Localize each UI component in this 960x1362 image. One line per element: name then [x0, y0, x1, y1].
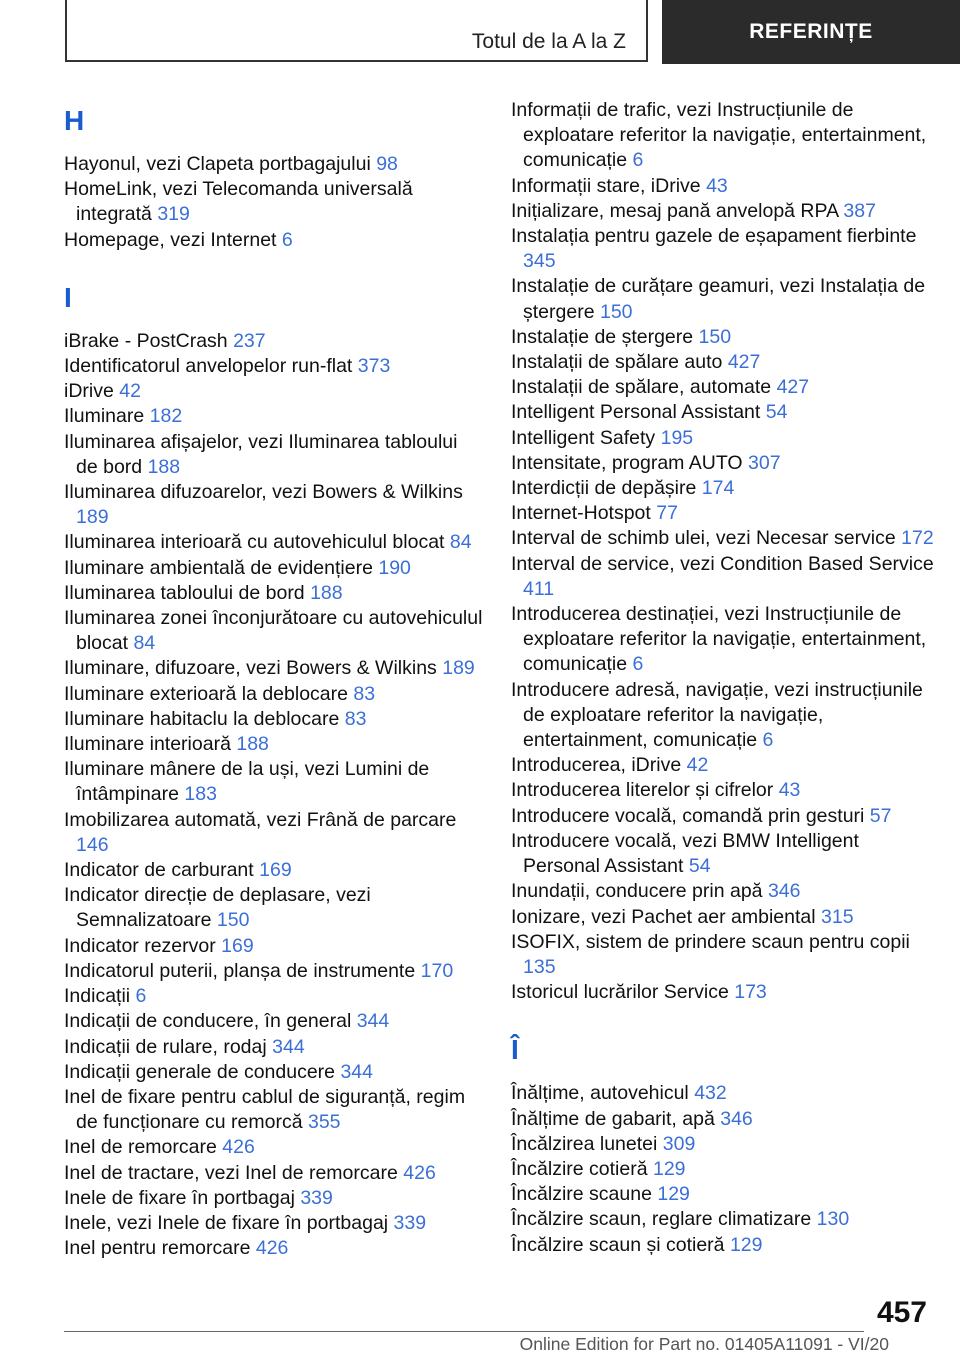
entry-text: Iluminare, difuzoare, vezi Bowers & Wilkins — [64, 657, 437, 680]
entry-text: Încălzire scaun și cotieră — [511, 1233, 725, 1256]
entry-text: Indicații de rulare, rodaj — [64, 1035, 267, 1058]
entry-text: Introducerea, iDrive — [511, 754, 682, 777]
index-entry — [64, 530, 484, 555]
entry-text: Introducere vocală, comandă prin gesturi — [511, 804, 865, 827]
index-entry — [511, 804, 941, 829]
section-letter: I — [64, 281, 72, 313]
page-reference-link[interactable]: 237 — [233, 329, 266, 352]
index-entry — [64, 732, 484, 757]
entry-text: Iluminarea interioară cu autovehiculul blocat — [64, 531, 445, 554]
index-entry — [64, 480, 484, 530]
index-entry — [511, 1207, 941, 1232]
page-reference-link[interactable]: 135 — [523, 955, 556, 978]
index-entry — [64, 556, 484, 581]
page-reference-link[interactable]: 309 — [662, 1132, 696, 1155]
page-reference-link[interactable]: 83 — [353, 682, 376, 705]
entry-text: Instalații de spălare, automate — [511, 376, 772, 399]
entry-text: Încălzire cotieră — [511, 1157, 648, 1180]
entry-text: Homepage, vezi Internet — [64, 228, 277, 251]
page-reference-link[interactable]: 373 — [357, 355, 391, 378]
footer-divider — [64, 1331, 864, 1332]
page-reference-link[interactable]: 188 — [236, 733, 269, 756]
page-reference-link[interactable]: 54 — [688, 855, 711, 878]
entry-text: Inițializare, mesaj pană anvelopă RPA — [511, 199, 838, 222]
index-entry — [511, 375, 941, 400]
index-entry — [64, 379, 484, 404]
page-reference-link[interactable]: 174 — [701, 477, 735, 500]
entry-text: HomeLink, vezi Telecomanda universală integrată — [64, 178, 413, 226]
index-entry — [64, 177, 484, 227]
entry-text: Iluminare exterioară la deblocare — [64, 682, 348, 705]
index-entry — [64, 354, 484, 379]
index-entry — [511, 274, 941, 324]
page-reference-link[interactable]: 169 — [259, 859, 292, 882]
page-reference-link[interactable]: 189 — [76, 506, 109, 529]
entry-text: Iluminare mânere de la uși, vezi Lumini de întâmpinare — [64, 758, 430, 806]
page-reference-link[interactable]: 411 — [523, 577, 555, 600]
page-reference-link[interactable]: 129 — [729, 1233, 763, 1256]
entry-text: iDrive — [64, 380, 114, 403]
index-entry — [64, 858, 484, 883]
index-entry — [511, 980, 941, 1005]
index-entry — [511, 602, 941, 678]
entry-text: Imobilizarea automată, vezi Frână de parcare — [64, 808, 457, 831]
entry-text: Încălzire scaune — [511, 1183, 652, 1206]
index-entry — [511, 930, 941, 980]
index-entry — [511, 1157, 941, 1182]
page-reference-link[interactable]: 6 — [632, 653, 644, 676]
page-reference-link[interactable]: 355 — [307, 1111, 341, 1134]
page-reference-link[interactable]: 339 — [393, 1211, 427, 1234]
entry-text: Intensitate, program AUTO — [511, 451, 743, 474]
entry-text: Iluminare — [64, 405, 145, 428]
entry-text: Iluminare habitaclu la deblocare — [64, 707, 340, 730]
index-entry — [64, 1135, 484, 1160]
page-reference-link[interactable]: 339 — [300, 1186, 333, 1209]
index-entry — [511, 1182, 941, 1207]
page-reference-link[interactable]: 169 — [221, 934, 254, 957]
entry-text: Hayonul, vezi Clapeta portbagajului — [64, 153, 371, 175]
page-reference-link[interactable]: 146 — [76, 833, 109, 856]
page-reference-link[interactable]: 427 — [727, 351, 761, 374]
entry-text: Intelligent Personal Assistant — [511, 401, 761, 424]
page-reference-link[interactable]: 150 — [698, 325, 732, 348]
page-reference-link[interactable]: 6 — [135, 985, 147, 1008]
entry-text: Înălțime de gabarit, apă — [511, 1107, 715, 1130]
index-entry — [64, 707, 484, 732]
page-reference-link[interactable]: 346 — [720, 1107, 753, 1130]
page-reference-link[interactable]: 129 — [657, 1183, 690, 1206]
entry-text: Inundații, conducere prin apă — [511, 880, 763, 903]
entry-text: Inel de tractare, vezi Inel de remorcare — [64, 1161, 398, 1184]
page-reference-link[interactable]: 77 — [656, 502, 678, 525]
entry-text: Introducerea literelor și cifrelor — [511, 779, 774, 802]
page-reference-link[interactable]: 57 — [869, 804, 892, 827]
index-entry — [64, 757, 484, 807]
page-reference-link[interactable]: 43 — [778, 779, 801, 802]
entry-text: Informații de trafic, vezi Instrucțiunile de exploatare referitor la navigație, entertainment, comunicație — [511, 99, 927, 172]
page-reference-link[interactable]: 43 — [706, 174, 728, 197]
index-entry — [511, 199, 941, 224]
index-entry — [511, 829, 941, 879]
index-entry — [64, 984, 484, 1009]
page-number: 457 — [876, 1296, 927, 1329]
index-entry — [511, 98, 941, 174]
entry-text: Introducere adresă, navigație, vezi instrucțiunile de exploatare referitor la navigație, entertainment, comunicație — [511, 678, 923, 752]
page-reference-link[interactable]: 344 — [272, 1035, 305, 1058]
index-entry — [64, 1009, 484, 1034]
entry-text: Indicatorul puterii, planșa de instrumente — [64, 959, 416, 982]
page-reference-link[interactable]: 188 — [147, 455, 181, 478]
page-reference-link[interactable]: 188 — [310, 581, 343, 604]
index-entry — [64, 1035, 484, 1060]
page-reference-link[interactable]: 6 — [762, 729, 774, 752]
index-entry — [64, 656, 484, 681]
entry-text: Instalații de spălare auto — [511, 351, 723, 374]
index-entry — [64, 1211, 484, 1236]
index-entry — [64, 682, 484, 707]
page-reference-link[interactable]: 195 — [660, 426, 694, 449]
entry-text: Indicator direcție de deplasare, vezi Semnalizatoare — [64, 884, 371, 932]
page-reference-link[interactable]: 426 — [255, 1237, 289, 1260]
header-title: Totul de la A la Z — [471, 30, 626, 53]
index-entry — [64, 808, 484, 858]
index-entry — [511, 400, 941, 425]
entry-text: Indicații generale de conducere — [64, 1060, 336, 1083]
index-entry — [64, 959, 484, 984]
index-column-left — [64, 98, 484, 1261]
entry-text: Indicații de conducere, în general — [64, 1010, 352, 1033]
page-reference-link[interactable]: 190 — [378, 556, 411, 579]
entry-text: Inel pentru remorcare — [64, 1237, 251, 1260]
index-entry — [64, 404, 484, 429]
index-entry — [511, 778, 941, 803]
index-entry — [64, 1060, 484, 1085]
entry-text: Iluminarea difuzoarelor, vezi Bowers & Wilkins — [64, 481, 463, 504]
page-reference-link[interactable]: 54 — [765, 401, 788, 424]
header-tab — [65, 0, 648, 62]
entry-text: Încălzirea lunetei — [511, 1132, 658, 1155]
entry-text: Informații stare, iDrive — [511, 174, 701, 197]
index-entry — [511, 905, 941, 930]
entry-text: Inele de fixare în portbagaj — [64, 1186, 295, 1209]
page-reference-link[interactable]: 182 — [149, 405, 183, 428]
index-entry — [64, 228, 484, 253]
page-reference-link[interactable]: 129 — [652, 1157, 686, 1180]
page-reference-link[interactable]: 345 — [523, 250, 556, 273]
entry-text: Istoricul lucrărilor Service — [511, 981, 729, 1004]
entry-text: Inele, vezi Inele de fixare în portbagaj — [64, 1211, 389, 1234]
index-entry — [511, 552, 941, 602]
index-entry — [511, 879, 941, 904]
entry-text: Încălzire scaun, reglare climatizare — [511, 1208, 812, 1231]
entry-text: Instalația pentru gazele de eșapament fierbinte — [511, 225, 917, 248]
page-reference-link[interactable]: 42 — [119, 380, 141, 403]
page-reference-link[interactable]: 344 — [356, 1010, 390, 1033]
index-entry — [64, 430, 484, 480]
page-reference-link[interactable]: 346 — [767, 880, 801, 903]
index-entry — [64, 581, 484, 606]
entry-text: Instalație de curățare geamuri, vezi Instalația de ștergere — [511, 275, 926, 323]
entry-text: Interval de schimb ulei, vezi Necesar service — [511, 527, 896, 550]
index-entry — [511, 1107, 941, 1132]
page-reference-link[interactable]: 6 — [632, 149, 644, 172]
entry-text: Identificatorul anvelopelor run-flat — [64, 355, 353, 378]
page-reference-link[interactable]: 98 — [376, 153, 398, 175]
section-label: REFERINȚE — [662, 0, 960, 64]
page-reference-link[interactable]: 426 — [403, 1161, 436, 1184]
page-reference-link[interactable]: 344 — [340, 1060, 373, 1083]
page-reference-link[interactable]: 42 — [686, 754, 709, 777]
page-reference-link[interactable]: 172 — [901, 527, 934, 550]
index-entry — [64, 1161, 484, 1186]
entry-text: Inel de remorcare — [64, 1136, 217, 1159]
entry-text: Iluminare ambientală de evidențiere — [64, 556, 373, 579]
index-entry — [511, 451, 941, 476]
page-reference-link[interactable]: 173 — [734, 981, 767, 1004]
page-reference-link[interactable]: 130 — [816, 1208, 850, 1231]
index-entry — [64, 934, 484, 959]
entry-text: Indicator de carburant — [64, 859, 254, 882]
page-reference-link[interactable]: 387 — [843, 199, 876, 222]
section-letter: H — [64, 105, 85, 136]
entry-text: Introducerea destinației, vezi Instrucțiunile de exploatare referitor la navigație, entertainment, comunicație — [511, 603, 927, 676]
index-entry — [511, 224, 941, 274]
page-reference-link[interactable]: 183 — [184, 783, 217, 806]
index-entry — [64, 329, 484, 354]
page-reference-link[interactable]: 170 — [420, 959, 454, 982]
index-entry — [64, 152, 484, 177]
page-reference-link[interactable]: 84 — [449, 531, 472, 554]
page-reference-link[interactable]: 432 — [694, 1082, 727, 1105]
entry-text: Înălțime, autovehicul — [511, 1082, 689, 1105]
entry-text: iBrake - PostCrash — [64, 329, 228, 352]
index-entry — [511, 426, 941, 451]
index-column-right — [511, 98, 941, 1258]
entry-text: Introducere vocală, vezi BMW Intelligent Personal Assistant — [511, 829, 859, 878]
entry-text: Internet-Hotspot — [511, 502, 651, 525]
entry-text: Indicații — [64, 985, 131, 1008]
index-entry — [511, 476, 941, 501]
page-reference-link[interactable]: 84 — [133, 632, 156, 655]
entry-text: Inel de fixare pentru cablul de siguranță, regim de funcționare cu remorcă — [64, 1085, 466, 1134]
page-reference-link[interactable]: 427 — [776, 376, 810, 399]
page-reference-link[interactable]: 189 — [442, 657, 475, 680]
index-entry — [511, 526, 941, 551]
entry-text: Interdicții de depășire — [511, 477, 697, 500]
page-reference-link[interactable]: 319 — [157, 203, 190, 226]
section-letter: Î — [511, 1034, 519, 1066]
page-reference-link[interactable]: 150 — [216, 909, 250, 932]
entry-text: Instalație de ștergere — [511, 325, 694, 348]
entry-text: Indicator rezervor — [64, 934, 216, 957]
entry-text: Intelligent Safety — [511, 426, 656, 449]
index-entry — [511, 501, 941, 526]
entry-text: Iluminare interioară — [64, 733, 231, 756]
index-entry — [64, 1186, 484, 1211]
entry-text: Iluminarea zonei înconjurătoare cu autovehiculul blocat — [64, 607, 483, 655]
index-entry — [511, 1132, 941, 1157]
entry-text: ISOFIX, sistem de prindere scaun pentru copii — [511, 930, 910, 953]
page-reference-link[interactable]: 307 — [748, 451, 781, 474]
page-reference-link[interactable]: 83 — [344, 707, 367, 730]
index-entry — [64, 883, 484, 933]
page-reference-link[interactable]: 315 — [821, 905, 854, 928]
index-entry — [64, 1236, 484, 1261]
index-entry — [511, 350, 941, 375]
index-entry — [511, 678, 941, 754]
footer-edition: Online Edition for Part no. 01405A11091 - VI/20 — [519, 1334, 889, 1354]
index-entry — [64, 1085, 484, 1135]
entry-text: Interval de service, vezi Condition Based Service — [511, 552, 934, 575]
index-entry — [511, 174, 941, 199]
index-entry — [64, 606, 484, 656]
index-entry — [511, 1081, 941, 1106]
page-reference-link[interactable]: 6 — [281, 228, 293, 251]
entry-text: Ionizare, vezi Pachet aer ambiental — [511, 905, 816, 928]
page-reference-link[interactable]: 426 — [222, 1136, 255, 1159]
index-entry — [511, 753, 941, 778]
index-entry — [511, 1233, 941, 1258]
page-reference-link[interactable]: 150 — [599, 300, 633, 323]
entry-text: Iluminarea tabloului de bord — [64, 581, 305, 604]
index-entry — [511, 325, 941, 350]
entry-text: Iluminarea afișajelor, vezi Iluminarea tabloului de bord — [64, 430, 458, 478]
